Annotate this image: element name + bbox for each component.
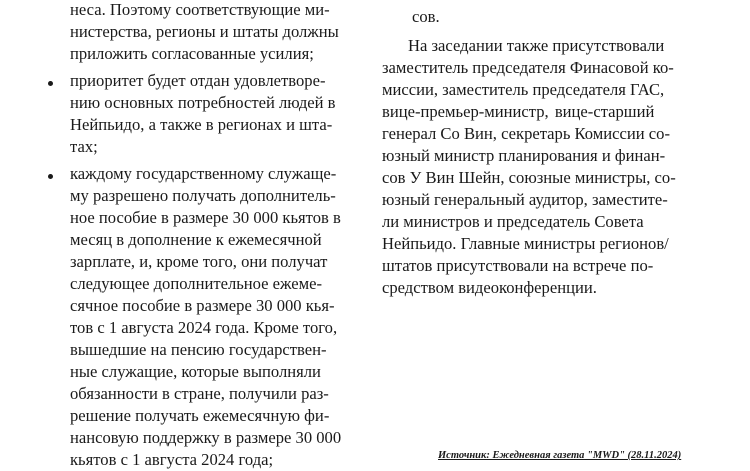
text-line: каждому государственному служаще- xyxy=(70,164,337,183)
text-line: ное пособие в размере 30 000 кьятов в xyxy=(70,208,341,227)
text-line: юзный министр планирования и финан- xyxy=(382,146,666,165)
bullet-icon xyxy=(48,81,53,86)
text-line: ные служащие, которые выполняли xyxy=(70,362,321,381)
bullet-icon xyxy=(48,174,53,179)
text-line: сячное пособие в размере 30 000 кья- xyxy=(70,296,335,315)
text-line: вице-премьер-министр, вице-старший xyxy=(382,102,655,121)
text-line: нансовую поддержку в размере 30 000 xyxy=(70,428,342,447)
text-line: генерал Со Вин, секретарь Комиссии со- xyxy=(382,124,670,143)
text-line: штатов присутствовали на встрече по- xyxy=(382,256,654,275)
text-line: Нейпьидо. Главные министры регионов/ xyxy=(382,234,669,253)
source-caption: Источник: Ежедневная газета "MWD" (28.11.2024) xyxy=(438,450,682,461)
text-line: Нейпьидо, а также в регионах и шта- xyxy=(70,115,333,134)
text-line: заместитель председателя Финасовой ко- xyxy=(382,58,674,77)
text-line: решение получать ежемесячную фи- xyxy=(70,406,330,425)
text-line: тов с 1 августа 2024 года. Кроме того, xyxy=(70,318,338,337)
text-line: обязанности в стране, получили раз- xyxy=(70,384,329,403)
text-line: му разрешено получать дополнитель- xyxy=(70,186,336,205)
text-line: приложить согласованные усилия; xyxy=(70,44,314,63)
text-line: На заседании также присутствовали xyxy=(408,36,665,55)
text-line: миссии, заместитель председателя ГАС, xyxy=(382,80,665,99)
text-line: нию основных потребностей людей в xyxy=(70,93,336,112)
text-line: нистерства, регионы и штаты должны xyxy=(70,22,339,41)
text-line: приоритет будет отдан удовлетворе- xyxy=(70,71,326,90)
text-line: кьятов с 1 августа 2024 года; xyxy=(70,450,274,469)
text-line: средством видеоконференции. xyxy=(382,278,597,297)
text-line: неса. Поэтому соответствующие ми- xyxy=(70,0,330,19)
text-line: вышедшие на пенсию государствен- xyxy=(70,340,327,359)
text-line: ли министров и председатель Совета xyxy=(382,212,644,231)
text-line: месяц в дополнение к ежемесячной xyxy=(70,230,322,249)
text-line: зарплате, и, кроме того, они получат xyxy=(70,252,328,271)
text-line: сов У Вин Шейн, союзные министры, со- xyxy=(382,168,676,187)
text-line: тах; xyxy=(70,137,98,156)
text-line: сов. xyxy=(412,7,440,26)
text-line: юзный генеральный аудитор, заместите- xyxy=(382,190,668,209)
text-line: следующее дополнительное ежеме- xyxy=(70,274,323,293)
